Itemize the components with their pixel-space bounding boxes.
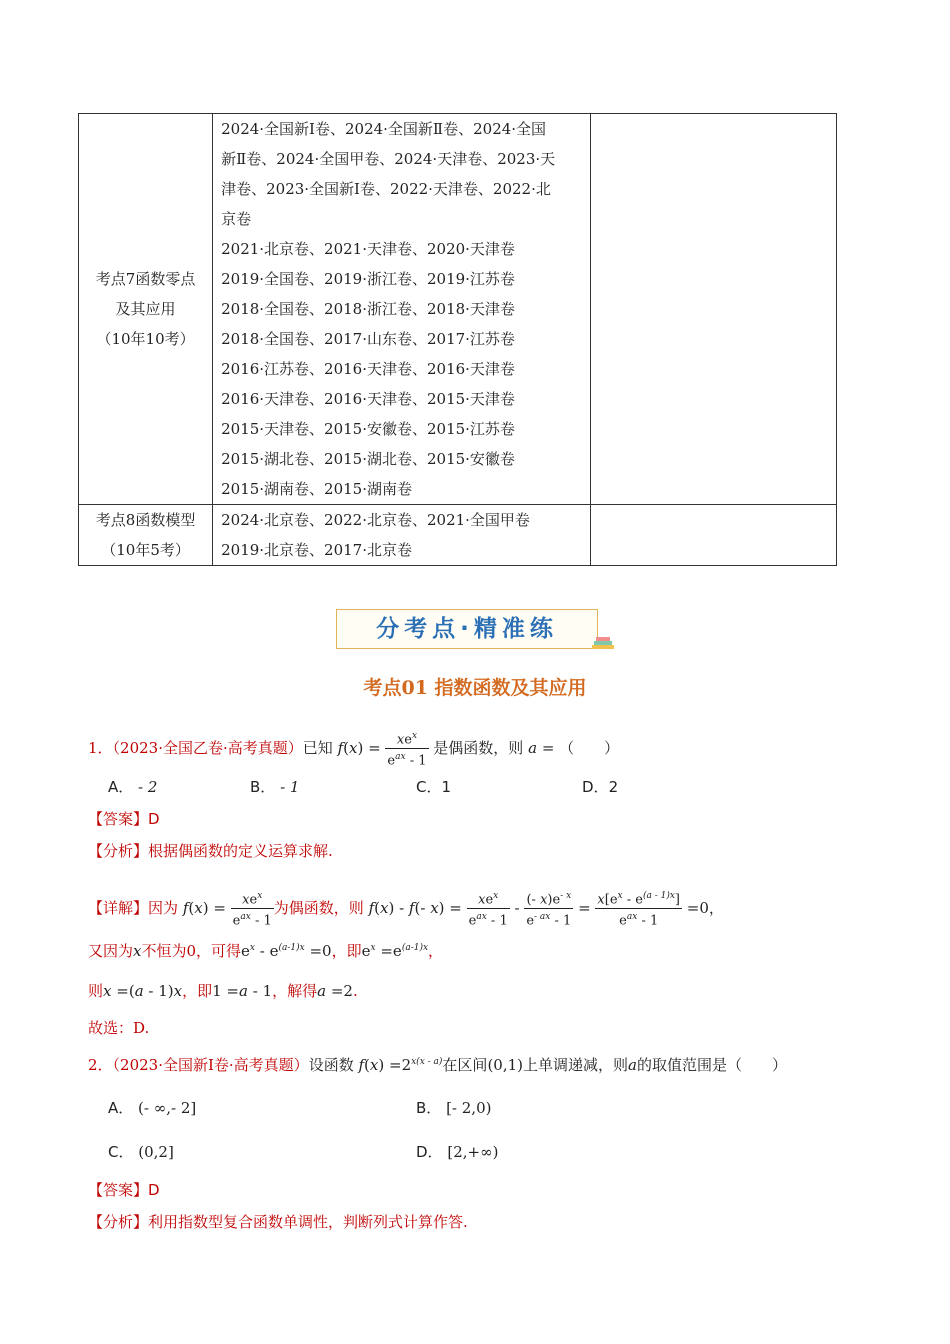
source-line: 2019·北京卷、2017·北京卷	[221, 541, 412, 559]
option-label: C．	[416, 778, 442, 796]
answer-blank: （ ）	[559, 738, 620, 757]
source-line: 2016·江苏卷、2016·天津卷、2016·天津卷	[221, 360, 515, 378]
option-b	[250, 776, 299, 797]
detail-text: ，解得	[272, 982, 318, 1000]
source-line: 新Ⅱ卷、2024·全国甲卷、2024·天津卷、2023·天	[221, 150, 556, 168]
detail-text: 为偶函数，则	[273, 898, 364, 917]
sources-cell	[213, 114, 591, 505]
sources-cell	[213, 505, 591, 566]
analysis-tag: 【分析】	[88, 1213, 149, 1231]
option-value: 1	[441, 778, 452, 796]
option-value: (- ∞,- 2]	[138, 1099, 197, 1117]
option-label: B．	[250, 778, 276, 796]
question-text: 设函数	[308, 1056, 354, 1074]
option-value: - 1	[280, 778, 300, 796]
topic-name: 考点7函数零点	[95, 270, 196, 288]
option-label: A．	[108, 778, 134, 796]
analysis-line	[88, 1211, 468, 1232]
question-text: 上单调递减，则	[523, 1056, 629, 1074]
option-label: D．	[582, 778, 609, 796]
option-label: C．	[108, 1143, 134, 1161]
topic-count: （10年10考）	[96, 330, 195, 348]
source-line: 2015·湖北卷、2015·湖北卷、2015·安徽卷	[221, 450, 515, 468]
detail-tag: 【详解】	[88, 898, 149, 917]
option-c	[416, 776, 451, 797]
source-line: 2019·全国卷、2019·浙江卷、2019·江苏卷	[221, 270, 515, 288]
detail-text: ，即	[331, 942, 362, 960]
source-line: 2016·天津卷、2016·天津卷、2015·天津卷	[221, 390, 515, 408]
section-title: 考点01 指数函数及其应用	[363, 677, 587, 699]
option-d	[582, 776, 618, 797]
analysis-text: 利用指数型复合函数单调性，判断列式计算作答.	[148, 1213, 468, 1231]
option-value: - 2	[138, 778, 158, 796]
empty-cell	[591, 114, 837, 505]
conclusion-line: 故选：D.	[88, 1019, 150, 1037]
source-line: 2015·天津卷、2015·安徽卷、2015·江苏卷	[221, 420, 515, 438]
detail-text: 则	[88, 982, 104, 1000]
detail-line-1: 【详解】因为 f(x) = $\frac{xe^x}{e^{ax} - 1}$ 为偶函数，则 f(x) - f(- x) = $\frac{xe^x}{e^{ax} - 1}$ - $\frac{(- x)e^{- x}}{e^{- ax} - 1}$ = $\frac{x[e^x - e^{(a - 1)x}]}{e^{ax} - 1}$ =0，	[88, 888, 724, 930]
option-a	[108, 776, 157, 797]
option-label: D．	[416, 1143, 443, 1161]
formula: f	[337, 738, 344, 757]
empty-cell	[591, 505, 837, 566]
detail-text: ，即	[182, 982, 213, 1000]
source-line: 2021·北京卷、2021·天津卷、2020·天津卷	[221, 240, 515, 258]
option-c	[108, 1141, 174, 1162]
question-1: 1．（2023·全国乙卷·高考真题）已知 f(x) = $\frac{xe^x}{e^{ax} - 1}$ 是偶函数，则 a = （ ）	[88, 728, 619, 770]
option-value: (0,2]	[138, 1143, 174, 1161]
source-line: 2024·北京卷、2022·北京卷、2021·全国甲卷	[221, 511, 530, 529]
question-text: 是偶函数，则	[433, 738, 524, 757]
exam-topic-table	[78, 113, 837, 566]
topic-name: 考点8函数模型	[95, 511, 196, 529]
option-a	[108, 1097, 196, 1118]
answer-tag: 【答案】	[88, 810, 149, 828]
question-text: 在区间	[442, 1056, 488, 1074]
question-number: 2．	[88, 1056, 113, 1074]
books-icon	[590, 633, 616, 653]
question-source: （2023·全国乙卷·高考真题）	[112, 738, 303, 757]
option-b	[416, 1097, 491, 1118]
option-value: [2,+∞)	[447, 1143, 499, 1161]
answer-tag: 【答案】	[88, 1181, 149, 1199]
question-text: 已知	[302, 738, 333, 757]
question-number: 1．	[88, 738, 113, 757]
question-text: 的取值范围是（ ）	[636, 1056, 787, 1074]
topic-count: （10年5考）	[101, 541, 190, 559]
analysis-tag: 【分析】	[88, 842, 149, 860]
source-line: 津卷、2023·全国新Ⅰ卷、2022·天津卷、2022·北	[221, 180, 551, 198]
detail-text: 不恒为0，可得	[141, 942, 242, 960]
fraction: $\frac{xe^x}{e^{ax} - 1}$	[385, 728, 428, 770]
source-line: 京卷	[221, 210, 252, 228]
topic-name-cont: 及其应用	[115, 300, 176, 318]
section-banner: 分考点·精准练	[336, 609, 598, 649]
question-source: （2023·全国新Ⅰ卷·高考真题）	[112, 1056, 309, 1074]
analysis-text: 根据偶函数的定义运算求解.	[148, 842, 333, 860]
answer-line	[88, 808, 160, 829]
table-row	[79, 114, 837, 505]
analysis-line	[88, 840, 333, 861]
option-d	[416, 1141, 498, 1162]
option-label: B．	[416, 1099, 442, 1117]
detail-text: 又因为	[88, 942, 134, 960]
detail-text: 因为	[148, 898, 179, 917]
answer-value: D	[148, 810, 160, 828]
detail-line-2: 又因为x不恒为0，可得$e^x - e^{(a-1)x} =0$，即$e^x =e^{(a-1)x}$，	[88, 942, 444, 960]
option-value: [- 2,0)	[446, 1099, 492, 1117]
source-line: 2018·全国卷、2017·山东卷、2017·江苏卷	[221, 330, 515, 348]
answer-value: D	[148, 1181, 160, 1199]
answer-line	[88, 1179, 160, 1200]
topic-cell	[79, 114, 213, 505]
table-row	[79, 505, 837, 566]
option-label: A．	[108, 1099, 134, 1117]
topic-cell	[79, 505, 213, 566]
question-2: 2．（2023·全国新Ⅰ卷·高考真题）设函数 $f(x) =2^{x(x - a)}$在区间(0,1)上单调递减，则a的取值范围是（ ）	[88, 1056, 787, 1074]
option-value: 2	[608, 778, 619, 796]
source-line: 2015·湖南卷、2015·湖南卷	[221, 480, 412, 498]
source-line: 2018·全国卷、2018·浙江卷、2018·天津卷	[221, 300, 515, 318]
detail-line-3: 则x =(a - 1)x，即1 =a - 1，解得a =2.	[88, 982, 358, 1000]
source-line: 2024·全国新Ⅰ卷、2024·全国新Ⅱ卷、2024·全国	[221, 120, 547, 138]
